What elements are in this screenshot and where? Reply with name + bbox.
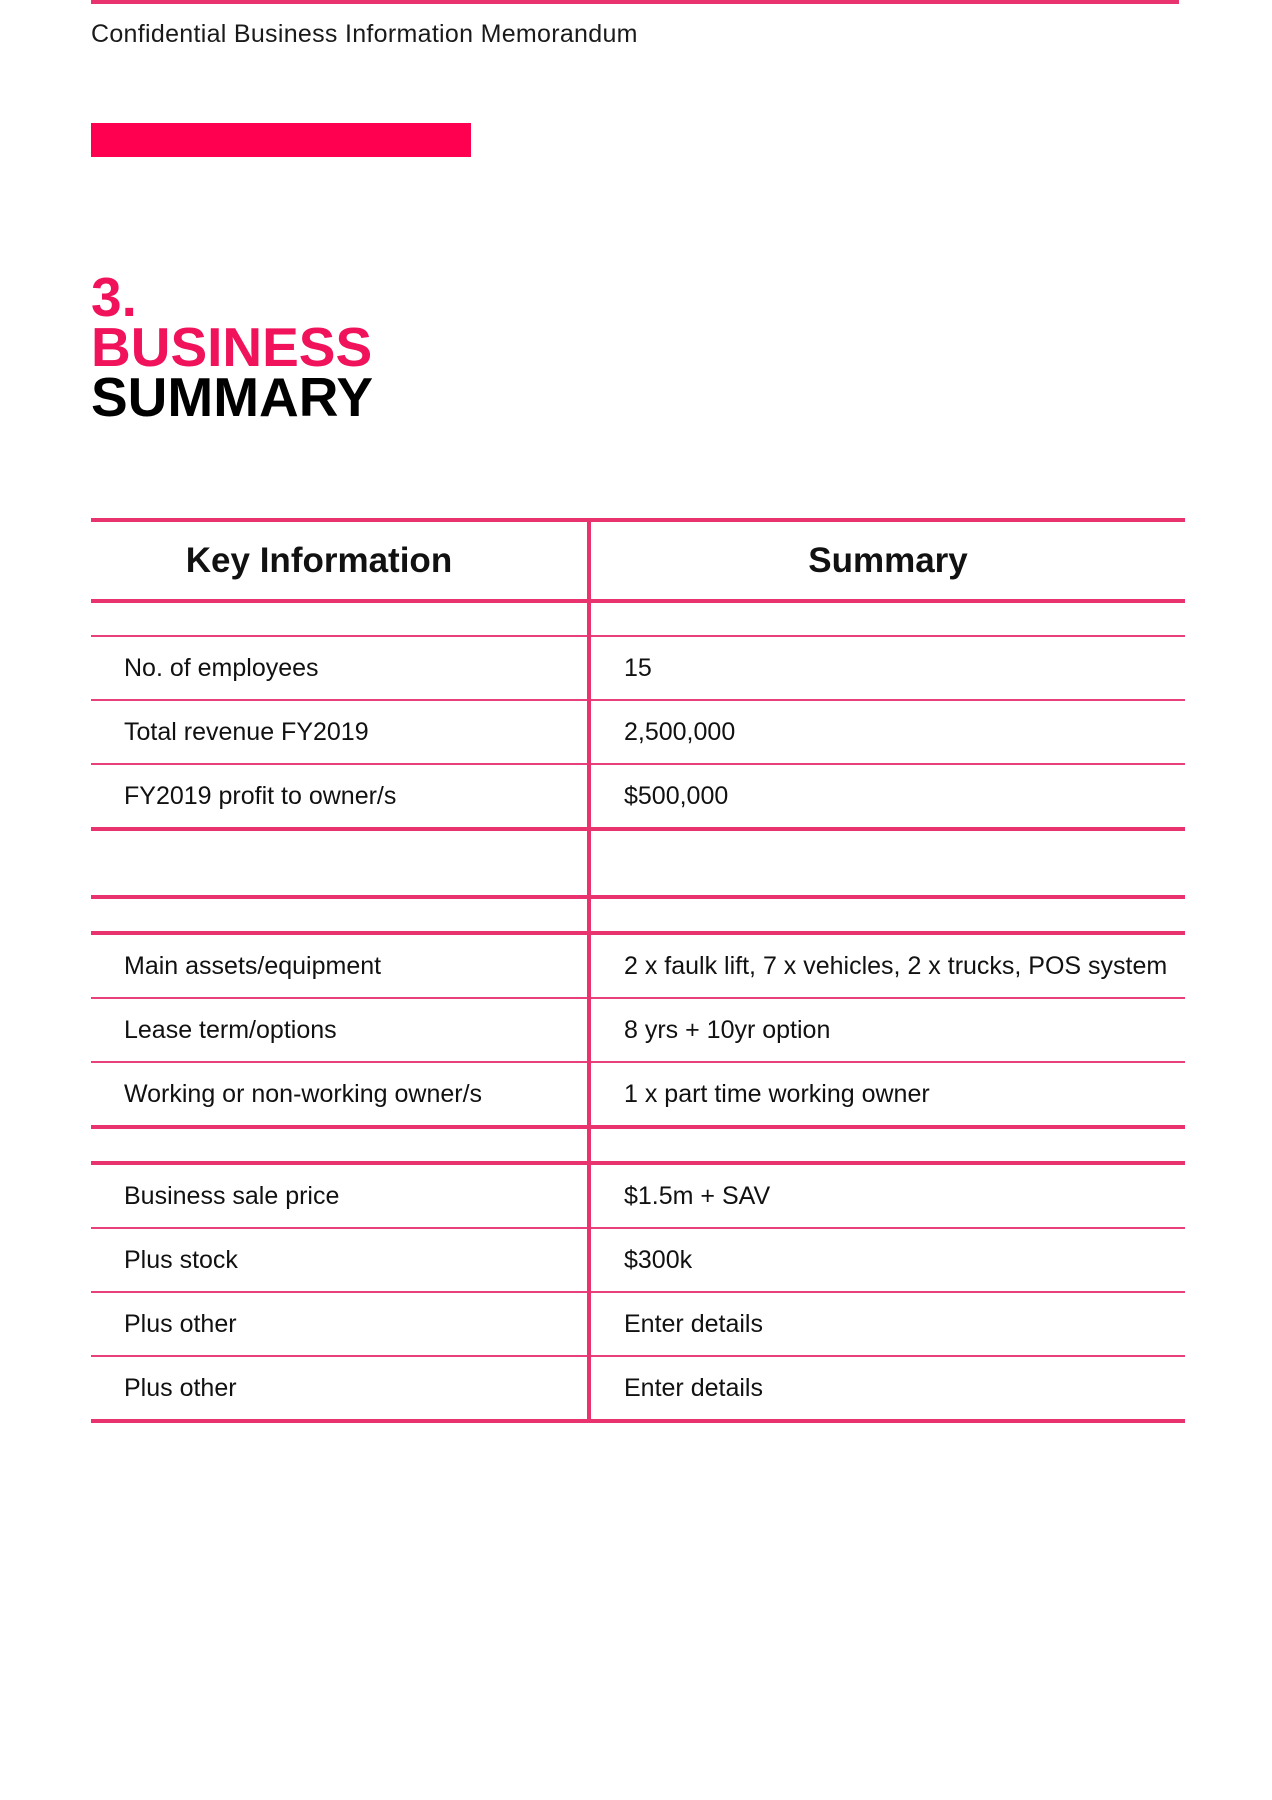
row-key: FY2019 profit to owner/s [91,764,589,829]
spacer-row [91,829,1185,897]
row-value: 2,500,000 [589,700,1185,764]
table-row [91,1356,1185,1421]
row-value: $1.5m + SAV [589,1163,1185,1228]
row-key: Plus other [91,1356,589,1421]
row-value: Enter details [589,1356,1185,1421]
section-title-line1: BUSINESS [91,316,373,378]
row-key: Working or non-working owner/s [91,1062,589,1127]
row-value: 2 x faulk lift, 7 x vehicles, 2 x trucks, POS system [589,933,1185,998]
table-row [91,1228,1185,1292]
table-row [91,1292,1185,1356]
spacer-row [91,897,1185,933]
accent-bar [91,123,471,157]
row-value: 8 yrs + 10yr option [589,998,1185,1062]
section-title-line2: SUMMARY [91,366,374,428]
business-summary-table [91,518,1185,1423]
document-header: Confidential Business Information Memorandum [91,20,638,48]
row-value: 15 [589,636,1185,700]
table-row [91,700,1185,764]
section-number: 3. [91,266,137,328]
table-row [91,1062,1185,1127]
row-key: Plus other [91,1292,589,1356]
header-key-information: Key Information [91,520,589,601]
row-value: $300k [589,1228,1185,1292]
table-row [91,764,1185,829]
table-header-row [91,520,1185,601]
section-title [91,266,374,428]
row-key: Total revenue FY2019 [91,700,589,764]
row-key: No. of employees [91,636,589,700]
table-row [91,1163,1185,1228]
row-key: Lease term/options [91,998,589,1062]
row-value: 1 x part time working owner [589,1062,1185,1127]
table-row [91,998,1185,1062]
spacer-row [91,1127,1185,1163]
table-row [91,636,1185,700]
row-value: Enter details [589,1292,1185,1356]
row-value: $500,000 [589,764,1185,829]
row-key: Main assets/equipment [91,933,589,998]
header-summary: Summary [589,520,1185,601]
row-key: Business sale price [91,1163,589,1228]
table-row [91,933,1185,998]
spacer-row [91,601,1185,636]
row-key: Plus stock [91,1228,589,1292]
top-rule [91,0,1179,4]
